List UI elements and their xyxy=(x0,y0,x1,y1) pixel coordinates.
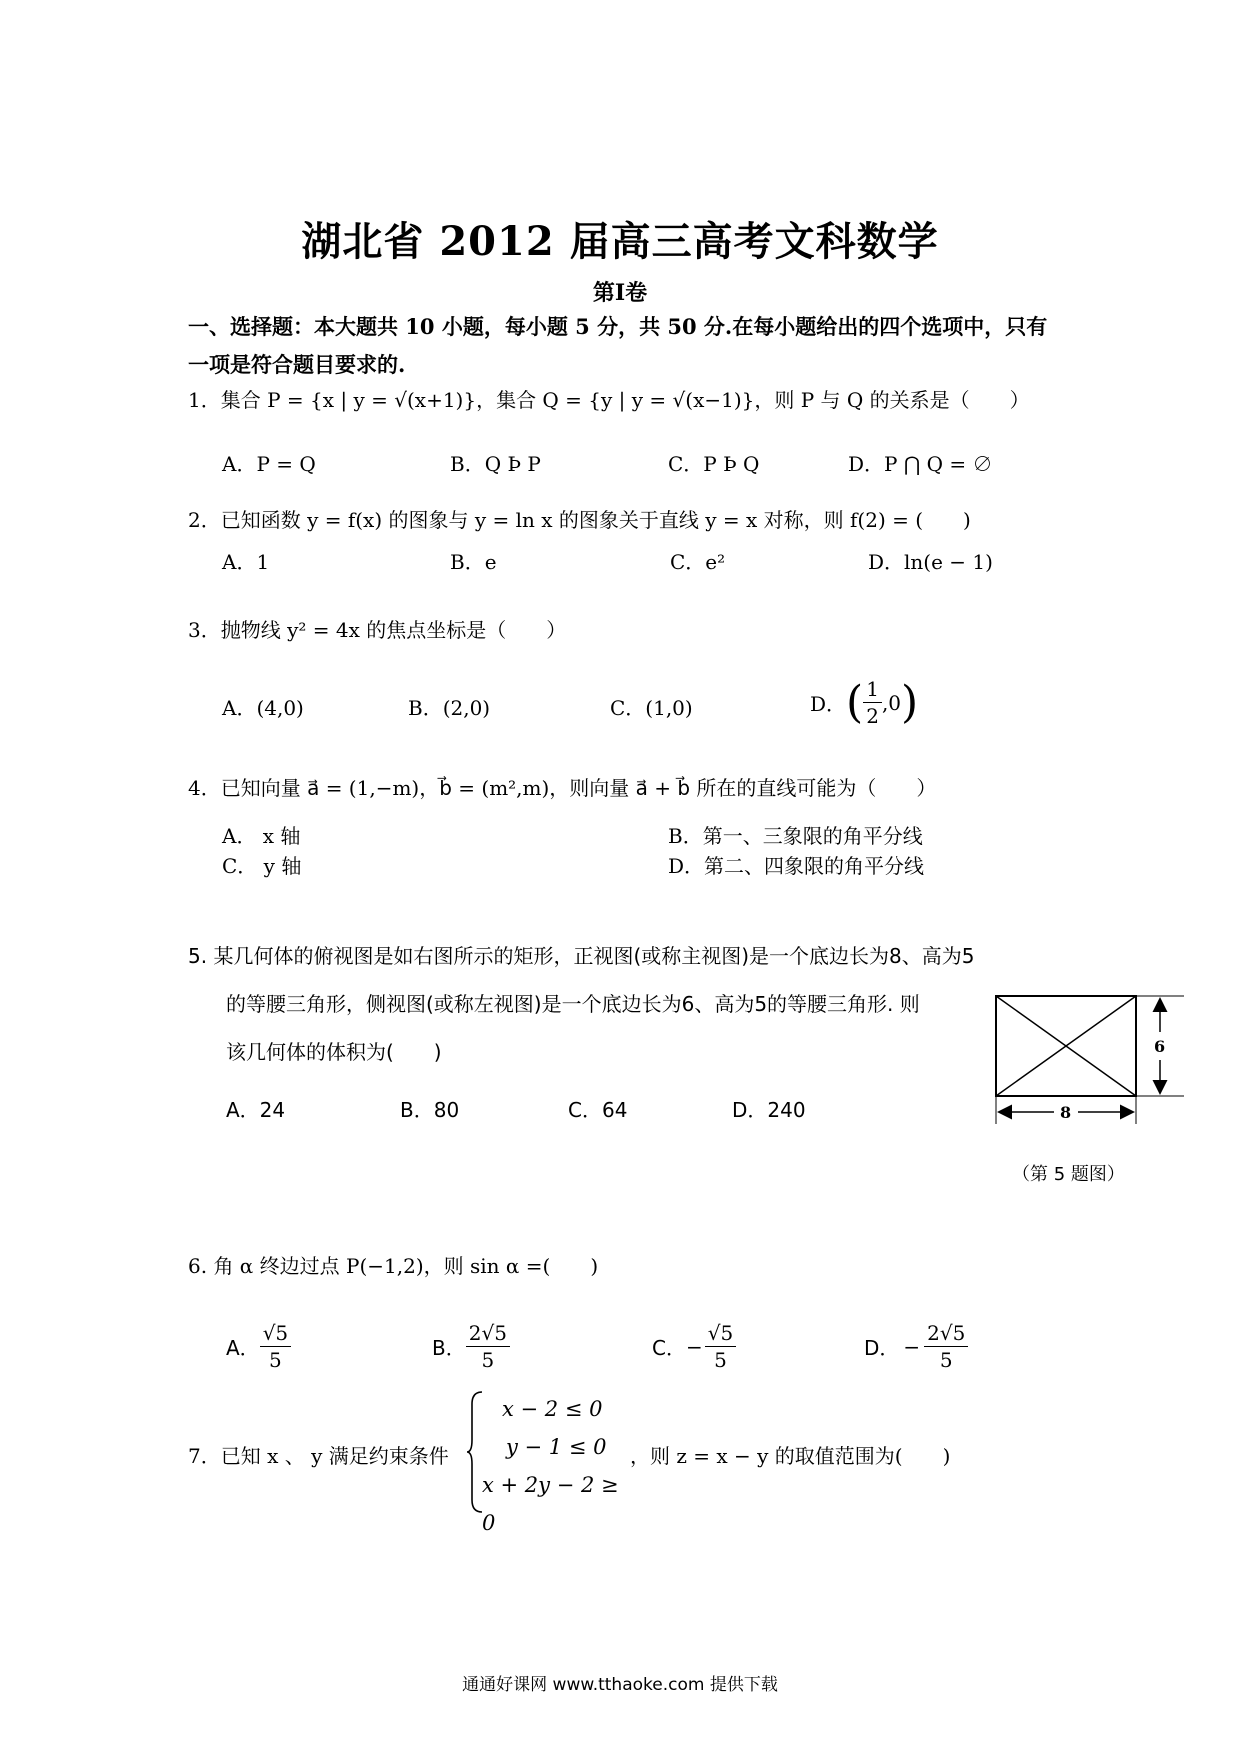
question-6-option-a xyxy=(226,1320,291,1373)
page-title: 湖北省 2012 届高三高考文科数学 xyxy=(301,218,939,265)
option-fraction xyxy=(260,1320,291,1373)
constraint-3: x + 2y − 2 ≥ 0 xyxy=(482,1473,619,1535)
fraction-numerator: √5 xyxy=(260,1320,291,1347)
question-3-option-c: C．(1,0) xyxy=(610,696,693,720)
question-3-option-a: A．(4,0) xyxy=(222,696,304,720)
fraction-denominator: 2 xyxy=(866,704,879,728)
option-fraction xyxy=(705,1320,736,1373)
question-4-stem: 4．已知向量 a⃗ = (1,−m)，b⃗ = (m²,m)，则向量 a⃗ + b⃗ 所在的直线可能为（ ） xyxy=(188,776,937,800)
question-3-stem: 3．抛物线 y² = 4x 的焦点坐标是（ ） xyxy=(188,618,567,642)
fraction-numerator: 1 xyxy=(863,676,882,703)
question-5-figure xyxy=(984,984,1194,1144)
question-3-option-d xyxy=(810,676,918,729)
question-6-stem: 6. 角 α 终边过点 P(−1,2)，则 sin α =( ) xyxy=(188,1254,599,1278)
question-3-option-d-label: D． xyxy=(810,692,847,716)
question-2-option-c: C．e² xyxy=(670,550,726,574)
question-5-line-3: 该几何体的体积为( ) xyxy=(226,1040,442,1064)
section-heading xyxy=(188,308,1088,384)
fraction-denominator: 5 xyxy=(481,1348,495,1372)
question-2-stem: 2．已知函数 y = f(x) 的图象与 y = ln x 的图象关于直线 y = x 对称，则 f(2) = ( ) xyxy=(188,508,971,532)
page-subtitle: 第Ⅰ卷 xyxy=(592,280,648,306)
section-line-2: 一项是符合题目要求的. xyxy=(188,352,406,377)
question-1-stem: 1．集合 P = {x | y = √(x+1)}，集合 Q = {y | y = √(x−1)}，则 P 与 Q 的关系是（ ） xyxy=(188,388,1030,412)
question-1-option-a: A．P = Q xyxy=(222,452,316,476)
section-line-1: 一、选择题：本大题共 10 小题，每小题 5 分，共 50 分.在每小题给出的四个选项中，只有 xyxy=(188,314,1048,339)
constraint-1: x − 2 ≤ 0 xyxy=(502,1397,603,1421)
question-5-option-d: D．240 xyxy=(732,1098,806,1122)
question-5-option-c: C．64 xyxy=(568,1098,628,1122)
close-paren: ) xyxy=(901,676,919,728)
footer-text: 通通好课网 www.tthaoke.com 提供下载 xyxy=(462,1675,778,1695)
question-4-option-d: D．第二、四象限的角平分线 xyxy=(668,854,925,878)
fraction-numerator: √5 xyxy=(705,1320,736,1347)
question-2-option-b: B．e xyxy=(450,550,497,574)
question-5-figure-caption: （第 5 题图） xyxy=(1012,1164,1125,1185)
question-6-option-b xyxy=(432,1320,510,1373)
fraction-denominator: 5 xyxy=(939,1348,953,1372)
question-3-option-b: B．(2,0) xyxy=(408,696,491,720)
option-label: B． xyxy=(432,1336,466,1360)
question-5-option-b: B．80 xyxy=(400,1098,460,1122)
fraction-numerator: 2√5 xyxy=(466,1320,510,1347)
option-sign: − xyxy=(903,1334,921,1359)
question-5-line-2: 的等腰三角形，侧视图(或称左视图)是一个底边长为6、高为5的等腰三角形. 则 xyxy=(226,992,920,1016)
constraint-2: y − 1 ≤ 0 xyxy=(506,1435,607,1459)
question-6-option-c xyxy=(652,1320,736,1373)
question-4-option-b: B．第一、三象限的角平分线 xyxy=(668,824,923,848)
question-6-option-d xyxy=(864,1320,968,1373)
constraint-system xyxy=(482,1390,622,1542)
option-label: C． xyxy=(652,1336,686,1360)
fraction-denominator: 5 xyxy=(269,1348,282,1372)
open-paren: ( xyxy=(846,676,864,728)
option-label: D． xyxy=(864,1336,900,1360)
height-label: 6 xyxy=(1154,1037,1166,1056)
question-1-option-b: B．Q Þ P xyxy=(450,452,541,476)
question-5-option-a: A．24 xyxy=(226,1098,286,1122)
question-3-option-d-tail: ,0 xyxy=(881,690,902,715)
width-label: 8 xyxy=(1060,1103,1072,1122)
question-2-option-d: D．ln(e − 1) xyxy=(868,550,993,574)
question-7-prefix: 7．已知 x 、 y 满足约束条件 xyxy=(188,1444,449,1468)
question-4-option-c: C． y 轴 xyxy=(222,854,302,878)
option-sign: − xyxy=(685,1334,703,1359)
question-1-option-c: C．P Þ Q xyxy=(668,452,760,476)
question-3-option-d-fraction xyxy=(863,676,882,729)
fraction-denominator: 5 xyxy=(714,1348,727,1372)
fraction-numerator: 2√5 xyxy=(924,1320,968,1347)
option-fraction xyxy=(924,1320,968,1373)
question-2-option-a: A．1 xyxy=(222,550,270,574)
question-1-option-d: D．P ⋂ Q = ∅ xyxy=(848,452,993,476)
option-label: A． xyxy=(226,1336,260,1360)
option-fraction xyxy=(466,1320,510,1373)
question-4-option-a: A． x 轴 xyxy=(222,824,301,848)
question-5-line-1: 5. 某几何体的俯视图是如右图所示的矩形，正视图(或称主视图)是一个底边长为8、高为5 xyxy=(188,944,975,968)
question-7-suffix: ，则 z = x − y 的取值范围为( ) xyxy=(630,1444,951,1468)
